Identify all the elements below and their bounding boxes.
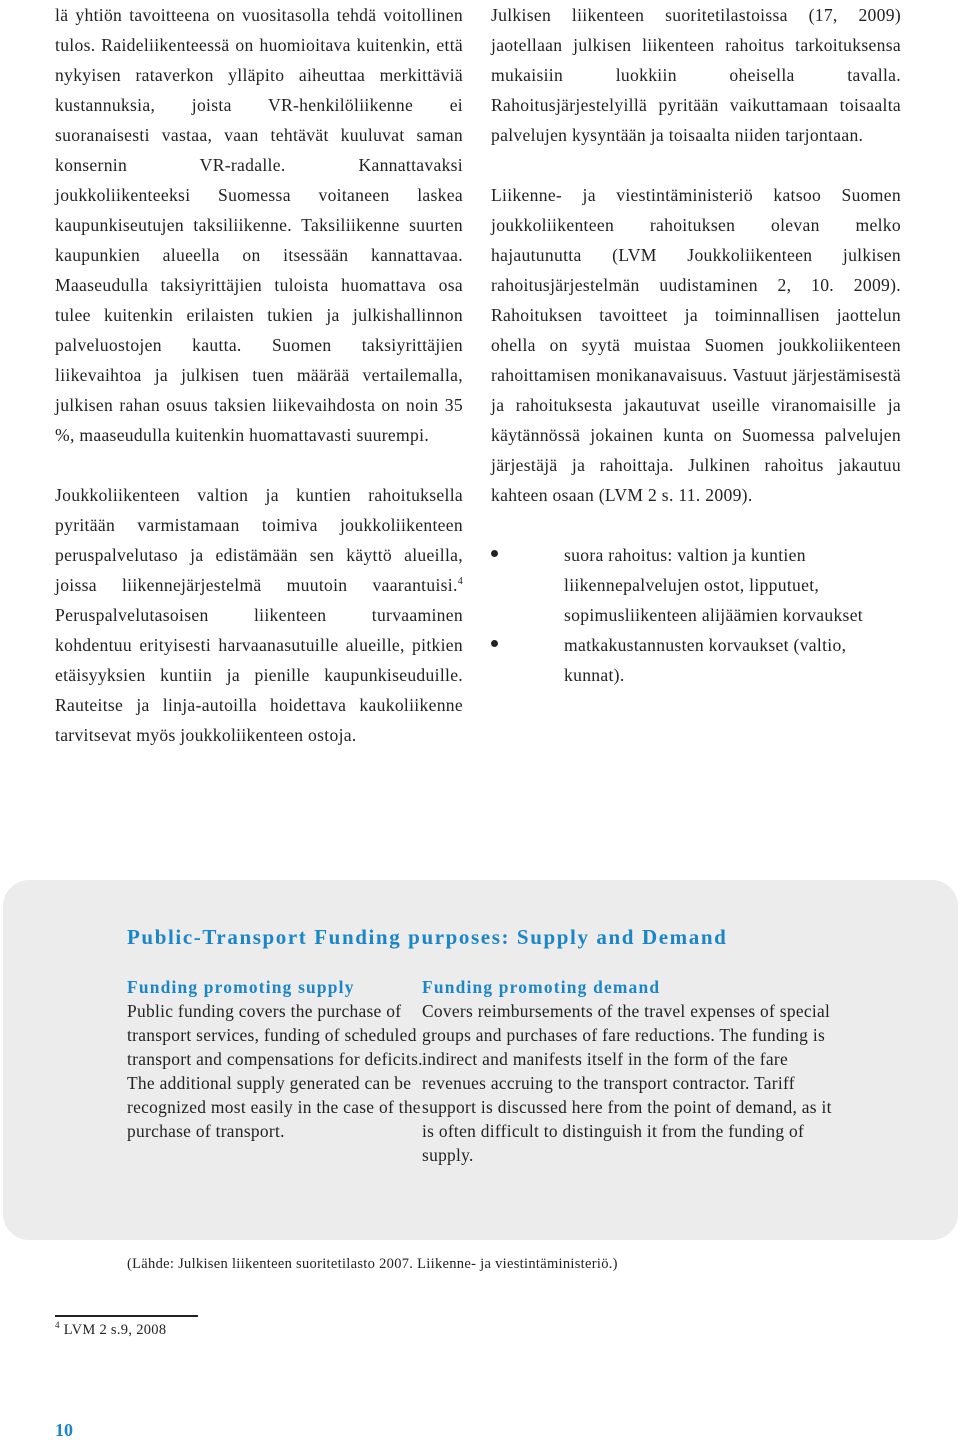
paragraph-gap xyxy=(55,450,463,480)
supply-section xyxy=(127,975,427,1143)
right-column xyxy=(491,0,901,690)
footnote-reference: 4 xyxy=(457,576,463,588)
funding-info-box xyxy=(3,880,958,1240)
paragraph-gap xyxy=(491,150,901,180)
footnote xyxy=(55,1322,166,1339)
left-paragraph-2-text: Joukkoliikenteen valtion ja kuntien rahoituksella pyritään varmistamaan toimiva joukkoliikenteen peruspalvelutaso ja edistämään sen käyttö alueilla, joissa liikennejärjestelmä muutoin vaarantuisi. xyxy=(55,485,463,595)
demand-heading: Funding promoting demand xyxy=(422,977,661,997)
left-paragraph-1: lä yhtiön tavoitteena on vuositasolla tehdä voitollinen tulos. Raideliikenteessä on huomioitava kuitenkin, että nykyisen rataverkon ylläpito aiheuttaa merkittäviä kustannuksia, joista VR-henkilöliikenne ei suoranaisesti vastaa, vaan tehtävät kuuluvat saman konsernin VR-radalle. Kannattavaksi joukkoliikenteeksi Suomessa voitaneen laskea kaupunkiseutujen taksiliikenne. Taksiliikenne suurten kaupunkien alueella on itsessään kannattavaa. Maaseudulla taksiyrittäjien tuloista huomattava osa tulee kuitenkin erilaisten tukien ja julkishallinnon palveluostojen kautta. Suomen taksiyrittäjien liikevaihtoa ja julkisen tuen määrää vertailemalla, julkisen rahan osuus taksien liikevaihdosta on noin 35 %, maaseudulla kuitenkin huomattavasti suurempi. xyxy=(55,5,463,445)
footnote-divider xyxy=(55,1315,198,1317)
funding-types-list xyxy=(491,540,901,690)
bullet-icon xyxy=(491,550,498,557)
list-item xyxy=(491,540,901,630)
source-note: (Lähde: Julkisen liikenteen suoritetilasto 2007. Liikenne- ja viestintäministeriö.) xyxy=(127,1256,618,1272)
supply-heading: Funding promoting supply xyxy=(127,977,355,997)
page-number: 10 xyxy=(55,1420,73,1440)
bullet-icon xyxy=(491,640,498,647)
footnote-number: 4 xyxy=(55,1320,60,1331)
info-box-title: Public-Transport Funding purposes: Supply and Demand xyxy=(127,925,728,949)
list-item xyxy=(491,630,901,690)
list-item-text: suora rahoitus: valtion ja kuntien liikennepalvelujen ostot, lipputuet, sopimusliikenteen alijäämien korvaukset xyxy=(564,545,863,625)
right-paragraph-1: Julkisen liikenteen suoritetilastoissa (17, 2009) jaotellaan julkisen liikenteen rahoitus tarkoituksensa mukaisiin luokkiin oheisella tavalla. Rahoitusjärjestelyillä pyritään vaikuttamaan toisaalta palvelujen kysyntään ja toisaalta niiden tarjontaan. xyxy=(491,5,901,145)
supply-text: Public funding covers the purchase of transport services, funding of scheduled transport and compensations for deficits. The additional supply generated can be recognized most easily in the case of the purchase of transport. xyxy=(127,1001,423,1141)
paragraph-gap xyxy=(491,510,901,540)
left-paragraph-2-continuation: Peruspalvelutasoisen liikenteen turvaaminen kohdentuu erityisesti harvaanasutuille alueille, pitkien etäisyyksien kuntiin ja pienille kaupunkiseuduille. Rauteitse ja linja-autoilla hoidettava kaukoliikenne tarvitsevat myös joukkoliikenteen ostoja. xyxy=(55,605,463,745)
list-item-text: matkakustannusten korvaukset (valtio, kunnat). xyxy=(564,635,847,685)
demand-text: Covers reimbursements of the travel expenses of special groups and purchases of fare reductions. The funding is indirect and manifests itself in the form of the fare revenues accruing to the transport contractor. Tariff support is discussed here from the point of demand, as it is often difficult to distinguish it from the funding of supply. xyxy=(422,1001,832,1165)
left-column xyxy=(55,0,463,750)
left-paragraph-2 xyxy=(55,480,463,750)
footnote-text: LVM 2 s.9, 2008 xyxy=(59,1322,167,1338)
right-paragraph-2: Liikenne- ja viestintäministeriö katsoo Suomen joukkoliikenteen rahoituksen olevan melko hajautunutta (LVM Joukkoliikenteen julkisen rahoitusjärjestelmän uudistaminen 2, 10. 2009). Rahoituksen tavoitteet ja toiminnallisen jaottelun ohella on syytä muistaa Suomen joukkoliikenteen rahoittamisen monikanavaisuus. Vastuut järjestämisestä ja rahoituksesta jakautuvat useille viranomaisille ja käytännössä jokainen kunta on Suomessa palvelujen järjestäjä ja rahoittaja. Julkinen rahoitus jakautuu kahteen osaan (LVM 2 s. 11. 2009). xyxy=(491,185,901,505)
demand-section xyxy=(422,975,842,1167)
